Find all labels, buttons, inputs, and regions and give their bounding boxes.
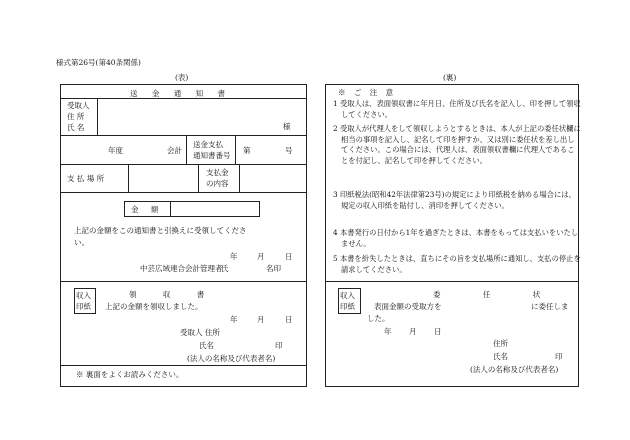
note-1: 1 受取人は、表面領収書に年月日、住所及び氏名を記入し、印を押して領収してください。 (333, 99, 581, 119)
kingaku-label: 金 額 (131, 205, 164, 214)
inin-text-2: に委任しま (531, 302, 569, 311)
back-stamp-label-2: 印紙 (340, 302, 355, 311)
back-label: (裏) (443, 73, 457, 82)
recipient-label-3: 氏 名 (67, 123, 85, 132)
back-date-month: 月 (409, 327, 417, 336)
note-5: 5 本書を紛失したときは、直ちにその旨を支払場所に通知し、支払の停止を請求してください。 (333, 254, 581, 274)
back-name: 氏名 (493, 352, 508, 361)
sokin-label-1: 送金支払 (193, 140, 223, 149)
receiver-addr: 受取人 住所 (180, 328, 220, 337)
front-stamp-label-2: 印紙 (76, 302, 91, 311)
sama-label: 様 (283, 122, 291, 131)
receipt-title: 領 収 書 (129, 290, 217, 299)
shiharai-kin-label-2: の内容 (206, 179, 229, 188)
back-date-day: 日 (434, 327, 442, 336)
front-date-year: 年 (230, 252, 238, 261)
sokin-label-2: 通知書番号 (193, 151, 231, 160)
front-stamp-label-1: 収入 (76, 291, 91, 300)
inin-text-1: 表面金額の受取方を (374, 302, 442, 311)
receipt-date-month: 月 (257, 315, 265, 324)
notes-title: ※ ご 注 意 (338, 88, 397, 97)
recipient-label-2: 住 所 (67, 112, 85, 121)
dai-label: 第 (243, 146, 251, 155)
front-label: (表) (175, 73, 189, 82)
back-in: 印 (555, 352, 563, 361)
receipt-date-year: 年 (230, 315, 238, 324)
read-back-note: ※ 裏面をよくお読みください。 (76, 370, 184, 379)
form-code: 様式第26号(第40条関係) (56, 58, 141, 67)
shi-label: 氏 (221, 264, 229, 273)
inin-text-3: した。 (367, 314, 390, 323)
inin-title: 委 任 状 (433, 290, 561, 299)
front-title: 送 金 通 知 書 (130, 89, 232, 98)
receiver-in: 印 (275, 341, 283, 350)
back-stamp-label-1: 収入 (340, 291, 355, 300)
back-corp-note: (法人の名称及び代表者名) (470, 365, 559, 374)
shiharai-basho-label: 支 払 場 所 (67, 174, 105, 183)
notice-text-2: い。 (74, 238, 89, 247)
receipt-text: 上記の金額を領収しました。 (105, 302, 203, 311)
note-3: 3 印紙税法(昭和42年法律第23号)の規定により印紙税を納める場合には、規定の収入印紙を貼付し、消印を押してください。 (333, 190, 576, 210)
mei-in-label: 名印 (266, 264, 281, 273)
back-date-year: 年 (384, 327, 392, 336)
receipt-date-day: 日 (285, 315, 293, 324)
issuer: 中芸広域連合会計管理者 (140, 264, 223, 273)
kaikei-label: 会計 (167, 146, 182, 155)
front-date-day: 日 (285, 252, 293, 261)
back-addr: 住所 (493, 339, 508, 348)
notice-text-1: 上記の金額をこの通知書と引換えに受領してくださ (74, 226, 247, 235)
front-corp-note: (法人の名称及び代表者名) (187, 354, 276, 363)
note-2: 2 受取人が代理人をして領収しようとするときは、本人が上記の委任状欄に相当の事項を記入し、記名して印を押すか、又は別に委任状を差し出してください。この場合には、代理人は、表面領収書欄に代理人であることを付記し、記名して印を押してください。 (333, 124, 581, 165)
front-date-month: 月 (257, 252, 265, 261)
go-label: 号 (285, 146, 293, 155)
recipient-label-1: 受取人 (67, 101, 90, 110)
shiharai-kin-label-1: 支払金 (206, 168, 229, 177)
nendo-label: 年度 (108, 146, 123, 155)
note-4: 4 本書発行の日付から1年を過ぎたときは、本書をもっては支払いをいたしません。 (333, 228, 579, 248)
receiver-name: 氏名 (199, 341, 214, 350)
